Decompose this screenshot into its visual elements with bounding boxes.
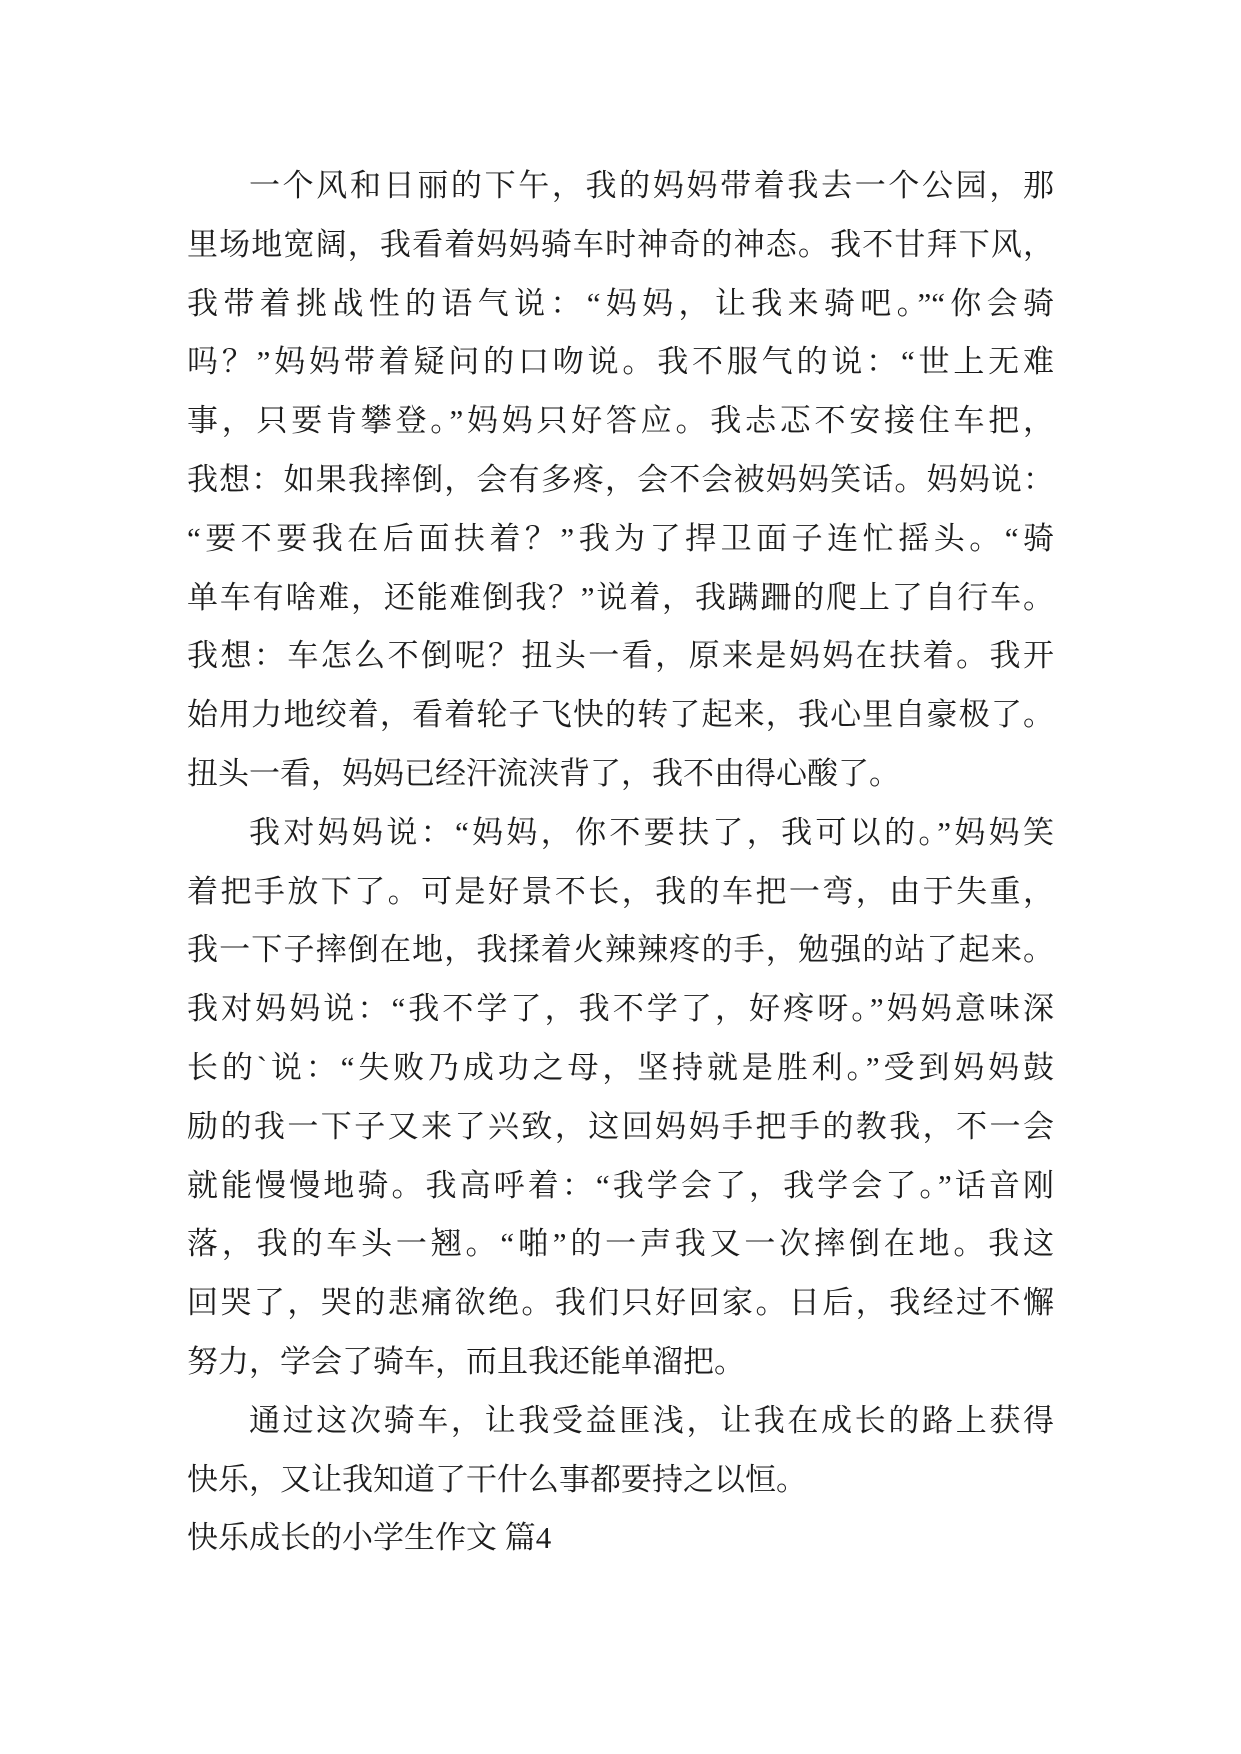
text-line: 我对妈妈说：“我不学了，我不学了，好疼呀。”妈妈意味深 (187, 991, 1054, 1027)
text-line: 我想：如果我摔倒，会有多疼，会不会被妈妈笑话。妈妈说： (187, 461, 1054, 497)
paragraph-3 (187, 1392, 1054, 1510)
text-line: 一个风和日丽的下午，我的妈妈带着我去一个公园，那 (249, 168, 1054, 203)
document-body (187, 157, 1054, 1568)
text-line: 就能慢慢地骑。我高呼着：“我学会了，我学会了。”话音刚 (187, 1167, 1054, 1203)
text-line: 我想：车怎么不倒呢？扭头一看，原来是妈妈在扶着。我开 (187, 638, 1054, 674)
text-line: 吗？”妈妈带着疑问的口吻说。我不服气的说：“世上无难 (187, 344, 1054, 380)
text-line: 我一下子摔倒在地，我揉着火辣辣疼的手，勉强的站了起来。 (187, 932, 1054, 968)
text-line: “要不要我在后面扶着？”我为了捍卫面子连忙摇头。“骑 (187, 520, 1054, 556)
text-line: 扭头一看，妈妈已经汗流浃背了，我不由得心酸了。 (187, 755, 900, 791)
text-line: 回哭了，哭的悲痛欲绝。我们只好回家。日后，我经过不懈 (187, 1285, 1054, 1321)
text-line: 里场地宽阔，我看着妈妈骑车时神奇的神态。我不甘拜下风， (187, 226, 1054, 262)
text-line: 长的`说：“失败乃成功之母，坚持就是胜利。”受到妈妈鼓 (187, 1049, 1054, 1085)
text-line: 事，只要肯攀登。”妈妈只好答应。我忐忑不安接住车把， (187, 403, 1054, 439)
text-line: 我带着挑战性的语气说：“妈妈，让我来骑吧。”“你会骑 (187, 285, 1054, 321)
text-line: 快乐，又让我知道了干什么事都要持之以恒。 (187, 1461, 807, 1497)
text-line: 通过这次骑车，让我受益匪浅，让我在成长的路上获得 (249, 1402, 1054, 1438)
text-line: 着把手放下了。可是好景不长，我的车把一弯，由于失重， (187, 873, 1054, 909)
section-heading: 快乐成长的小学生作文 篇4 (187, 1520, 552, 1556)
text-line: 单车有啥难，还能难倒我？”说着，我蹒跚的爬上了自行车。 (187, 579, 1054, 615)
paragraph-2 (187, 804, 1054, 1392)
text-line: 努力，学会了骑车，而且我还能单溜把。 (187, 1343, 745, 1379)
text-line: 落，我的车头一翘。“啪”的一声我又一次摔倒在地。我这 (187, 1226, 1054, 1262)
paragraph-1 (187, 157, 1054, 804)
text-line: 励的我一下子又来了兴致，这回妈妈手把手的教我，不一会 (187, 1108, 1054, 1144)
text-line: 始用力地绞着，看着轮子飞快的转了起来，我心里自豪极了。 (187, 697, 1054, 733)
text-line: 我对妈妈说：“妈妈，你不要扶了，我可以的。”妈妈笑 (249, 814, 1054, 850)
